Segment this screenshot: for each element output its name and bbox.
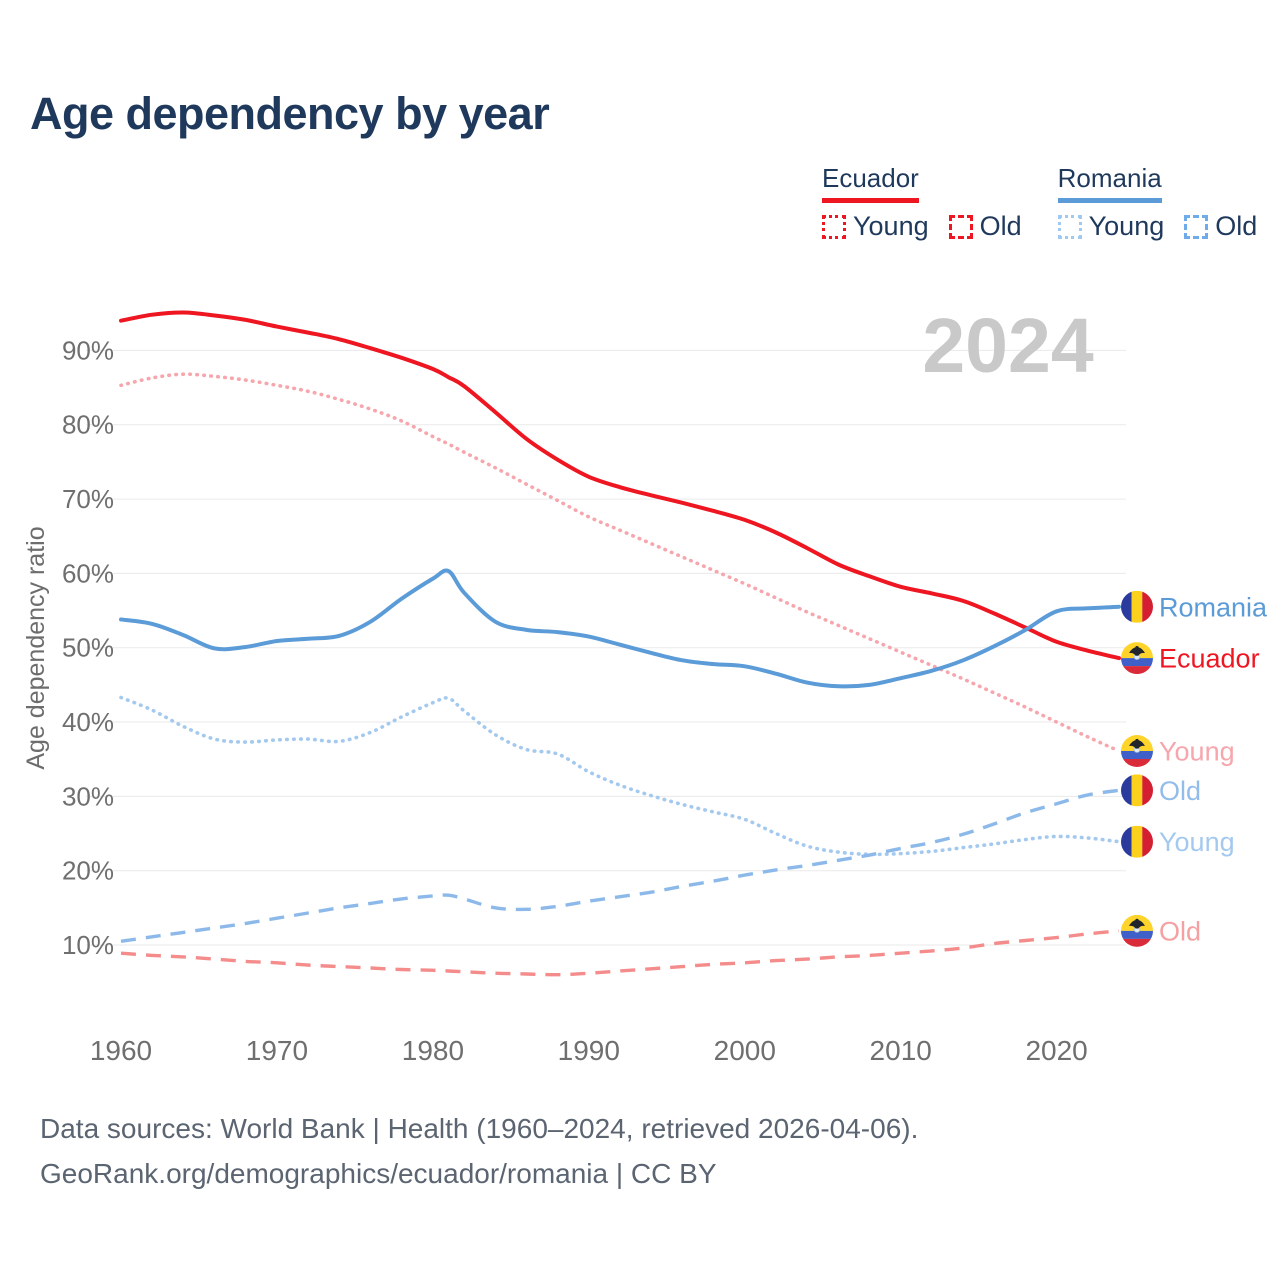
x-axis-tick-label: 1990 [557,1035,620,1066]
flag-condor-head [1135,739,1138,742]
x-axis-tick-label: 2000 [713,1035,776,1066]
flag-stripes [1121,735,1153,767]
x-axis-tick-label: 1980 [401,1035,465,1066]
legend-country-romania: Romania [1058,163,1162,203]
series-end-label: Romania [1159,592,1268,623]
y-axis-tick-label: 80% [61,409,114,440]
y-axis-tick-label: 40% [61,707,114,737]
ecuador-flag-icon [1121,642,1153,674]
legend-label-ecuador-old: Old [979,211,1022,241]
flag-stripe [1121,939,1153,947]
series-end-label: Old [1159,775,1202,806]
flag-condor-head [1135,919,1138,922]
y-axis-tick-label: 30% [61,781,114,812]
flag-stripes [1121,774,1153,806]
footer-attribution: GeoRank.org/demographics/ecuador/romania | CC BY [40,1158,717,1189]
footer-data-sources: Data sources: World Bank | Health (1960–2024, retrieved 2026-04-06). [40,1113,919,1144]
ecuador-flag-icon [1121,735,1153,767]
series-line-ecuador-old [121,931,1119,975]
footer [40,1106,918,1196]
x-axis-tick-label: 1970 [245,1035,309,1066]
series-end-label: Young [1159,827,1235,858]
romania-flag-icon [1121,826,1153,858]
legend-label-romania-old: Old [1215,211,1258,241]
flag-stripe [1121,666,1153,674]
ecuador-flag-icon [1121,915,1153,947]
y-axis-tick-label: 50% [61,632,114,663]
flag-stripe [1132,774,1143,806]
flag-stripe [1121,591,1132,623]
flag-stripe [1142,826,1153,858]
flag-stripe [1142,591,1153,623]
flag-stripes [1121,591,1153,623]
chart-title: Age dependency by year [30,88,550,139]
flag-stripes [1121,915,1153,947]
flag-stripe [1121,759,1153,767]
y-axis-tick-label: 70% [61,484,114,515]
series-line-ecuador-young [121,374,1119,751]
romania-flag-icon [1121,591,1153,623]
romania-flag-icon [1121,774,1153,806]
x-axis-tick-label: 2020 [1025,1035,1088,1066]
watermark-year: 2024 [922,303,1094,389]
legend-country-ecuador: Ecuador [822,163,919,203]
flag-stripes [1121,642,1153,674]
flag-stripe [1132,591,1143,623]
legend-label-ecuador-young: Young [853,211,929,241]
series-end-label: Young [1159,736,1235,767]
flag-stripes [1121,826,1153,858]
flag-stripe [1121,826,1132,858]
x-axis-tick-label: 1960 [89,1035,153,1066]
y-axis-title: Age dependency ratio [22,526,50,770]
x-axis-tick-label: 2010 [869,1035,932,1066]
y-axis-tick-label: 60% [61,558,114,589]
series-line-romania-total [121,571,1119,687]
flag-stripe [1142,774,1153,806]
y-axis-tick-label: 20% [61,855,114,886]
legend-label-romania-young: Young [1088,211,1165,241]
flag-stripe [1121,774,1132,806]
series-end-label: Old [1159,916,1202,947]
flag-condor-head [1135,646,1138,649]
flag-stripe [1132,826,1143,858]
series-line-romania-old [121,790,1119,941]
y-axis-tick-label: 90% [61,335,114,366]
series-end-label: Ecuador [1159,643,1260,674]
y-axis-tick-label: 10% [61,930,114,960]
